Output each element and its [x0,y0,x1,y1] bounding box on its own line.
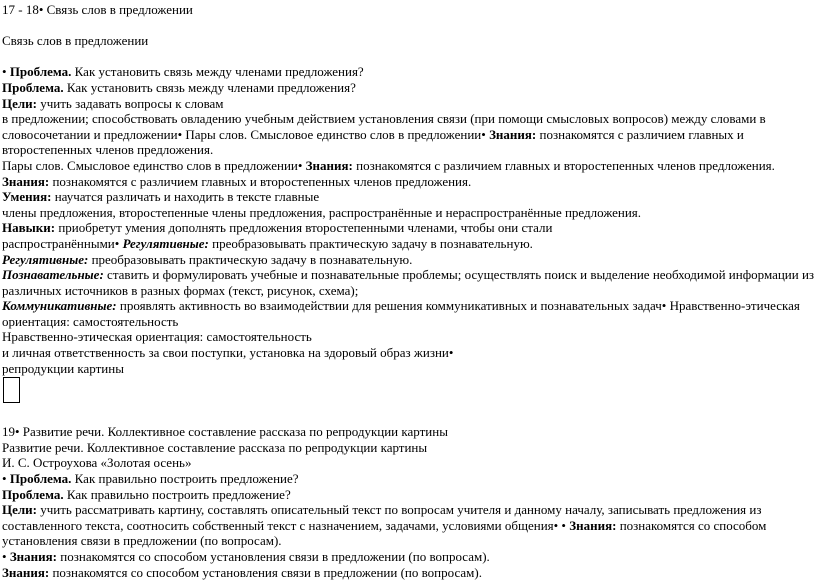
text-line: Коммуникативные: проявлять активность во взаимодействии для решения коммуникативных и познавательных задач• Нравственно-этическая [2,298,800,314]
text-line: установления связи в предложении (по вопросам). [2,533,282,549]
text-line: распространёнными• Регулятивные: преобразовывать практическую задачу в познавательную. [2,235,533,251]
text-line: составленного текста, соотносить собственный текст с назначением, задачами, условиями общения• • Знания: познакомятся со способом [2,517,767,533]
text-line: ориентация: самостоятельность [2,313,179,329]
text-line: • Проблема. Как установить связь между членами предложения? [2,64,364,80]
problem-label: Проблема. [9,471,72,487]
spacer [2,18,814,34]
text-line: Познавательные: ставить и формулировать учебные и познавательные проблемы; осуществлять поиск и выделение необходимой информации из [2,267,815,283]
document-body [2,2,814,580]
goals-label: Цели: [2,95,37,111]
section-title: Развитие речи. Коллективное составление рассказа по репродукции картины [2,439,428,455]
text-line: И. С. Остроухова «Золотая осень» [2,455,192,471]
knowledge-label: Знания: [9,549,58,564]
section-title: Связь слов в предложении [2,33,149,49]
knowledge-label: Знания: [2,564,50,580]
text-line: • Проблема. Как правильно построить предложение? [2,471,299,487]
text-line: Проблема. Как установить связь между членами предложения? [2,79,356,95]
text-line: • Знания: познакомятся со способом установления связи в предложении (по вопросам). [2,549,490,564]
text-line: Проблема. Как правильно построить предложение? [2,486,291,502]
text-line: репродукции картины [2,360,124,376]
text-line: Цели: учить задавать вопросы к словам [2,95,224,111]
text-line: словосочетании и предложении• Пары слов. Смысловое единство слов в предложении• Знания: познакомятся с различием главных и [2,126,744,142]
regulative-label: Регулятивные: [2,251,89,267]
text-line: Пары слов. Смысловое единство слов в предложении• Знания: познакомятся с различием главных и второстепенных членов предложения. [2,157,775,173]
problem-label: Проблема. [2,486,64,502]
text-line: Нравственно-этическая ориентация: самостоятельность [2,329,312,345]
problem-label: Проблема. [9,64,72,80]
skills-label: Умения: [2,189,52,205]
image-placeholder [3,377,20,403]
text-line: Регулятивные: преобразовывать практическую задачу в познавательную. [2,251,413,267]
text-line: в предложении; способствовать овладению учебным действием установления связи (при помощи смысловых вопросов) между словами в [2,111,766,127]
knowledge-label: Знания: [569,517,617,533]
communicative-label: Коммуникативные: [2,298,117,314]
text-line: Знания: познакомятся со способом установления связи в предложении (по вопросам). [2,564,482,580]
text-line: Умения: научатся различать и находить в тексте главные [2,189,320,205]
spacer [2,403,814,424]
regulative-label: Регулятивные: [122,235,209,251]
heading-line: 17 - 18• Связь слов в предложении [2,2,193,17]
cognitive-label: Познавательные: [2,267,104,283]
problem-label: Проблема. [2,79,64,95]
abilities-label: Навыки: [2,220,56,236]
text-line: Навыки: приобретут умения дополнять предложения второстепенными членами, чтобы они стали [2,220,553,236]
section-heading: 19• Развитие речи. Коллективное составление рассказа по репродукции картины [2,424,448,440]
goals-label: Цели: [2,502,37,518]
knowledge-label: Знания: [489,126,537,142]
text-line: члены предложения, второстепенные члены предложения, распространённые и нераспространённые предложения. [2,204,642,220]
text-line: и личная ответственность за свои поступки, установка на здоровый образ жизни• [2,345,454,361]
text-line: Знания: познакомятся с различием главных и второстепенных членов предложения. [2,173,472,189]
text-line: различных источников в разных формах (текст, рисунок, схема); [2,282,359,298]
spacer [2,49,814,65]
knowledge-label: Знания: [305,157,353,173]
knowledge-label: Знания: [2,173,50,189]
text-line: второстепенных членов предложения. [2,142,214,158]
text-line: Цели: учить рассматривать картину, составлять описательный текст по вопросам учителя и данному началу, записывать предложения из [2,502,762,518]
